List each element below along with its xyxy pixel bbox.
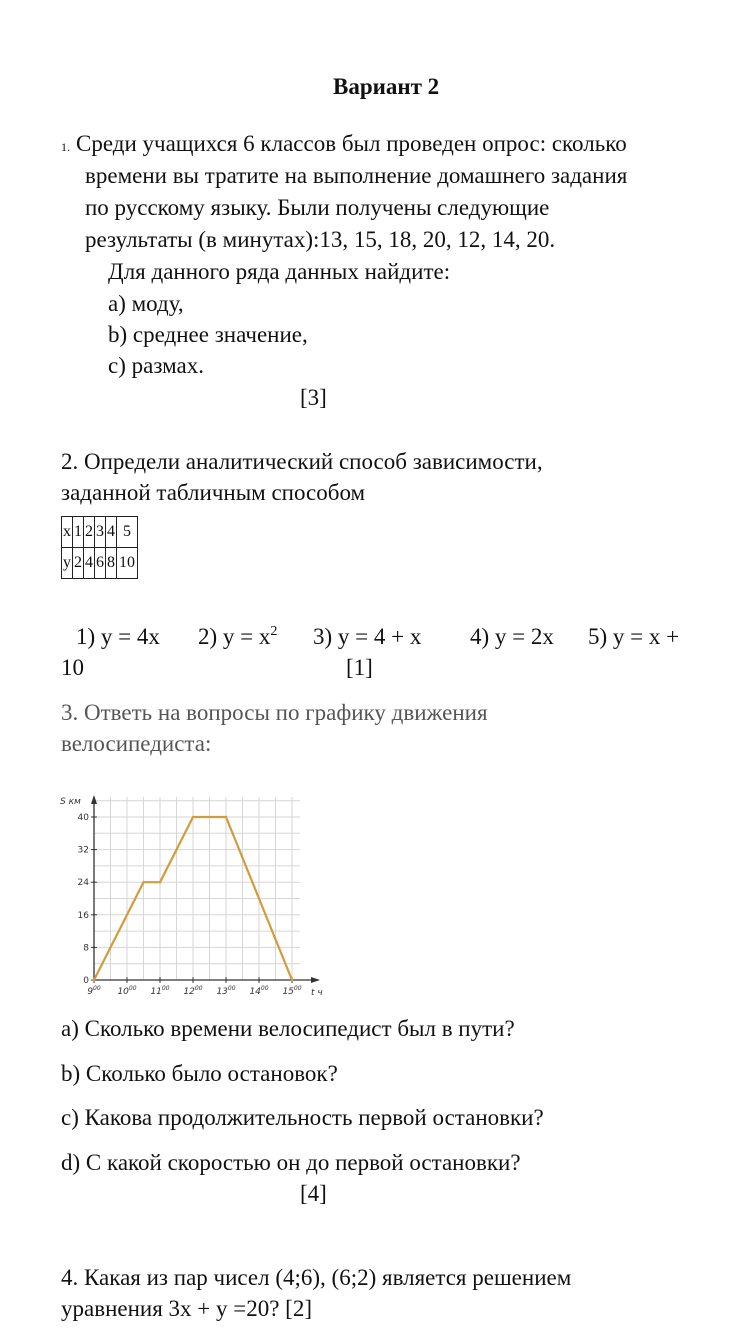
x-tick-label: $14^{00}$ xyxy=(249,985,269,997)
q1-score: [3] xyxy=(300,385,327,410)
data-point xyxy=(225,816,227,818)
y-tick-label: 0 xyxy=(83,976,89,986)
y-axis-arrow xyxy=(91,795,97,804)
q1-line-2: времени вы тратите на выполнение домашнего задания xyxy=(85,163,628,188)
q2-option-3: 3) y = 4 + x xyxy=(313,624,422,649)
q2-option-2-exponent: 2 xyxy=(270,624,278,639)
q2-option-1: 1) y = 4x xyxy=(76,624,160,649)
q2-option-4: 4) y = 2x xyxy=(470,624,554,649)
q3-question-b: b) Сколько было остановок? xyxy=(61,1061,338,1086)
data-point xyxy=(291,979,293,981)
table-cell: 2 xyxy=(73,548,84,579)
q2-option-2-text: 2) y = x xyxy=(198,624,271,649)
x-tick-label: $15^{00}$ xyxy=(282,985,302,997)
q2-score: [1] xyxy=(346,655,373,680)
table-cell: 3 xyxy=(95,517,106,548)
q4-line-2: уравнения 3x + y =20? [2] xyxy=(61,1296,313,1321)
q1-line-3: по русскому языку. Были получены следующие xyxy=(85,195,550,220)
q1-instruction: Для данного ряда данных найдите: xyxy=(108,259,451,284)
page-title: Вариант 2 xyxy=(333,74,440,99)
table-cell: 10 xyxy=(117,548,138,579)
x-tick-label: $12^{00}$ xyxy=(183,985,203,997)
q1-item-a: a) моду, xyxy=(108,291,184,316)
q3-line-2: велосипедиста: xyxy=(61,731,212,756)
q3-score: [4] xyxy=(300,1181,327,1206)
table-cell: 4 xyxy=(84,548,95,579)
q1-item-c: c) размах. xyxy=(108,353,204,378)
q3-question-d: d) С какой скоростью он до первой остановки? xyxy=(61,1150,521,1175)
q2-line-1: 2. Определи аналитический способ зависимости, xyxy=(61,449,543,474)
table-cell: 4 xyxy=(106,517,117,548)
data-point xyxy=(159,881,161,883)
y-axis-label: S км xyxy=(60,797,81,807)
table-header-x: x xyxy=(62,517,73,548)
x-axis-arrow xyxy=(311,977,320,983)
table-cell: 2 xyxy=(84,517,95,548)
table-header-y: y xyxy=(62,548,73,579)
y-tick-label: 24 xyxy=(77,878,89,889)
q3-question-c: c) Какова продолжительность первой остановки? xyxy=(61,1105,544,1130)
x-tick-label: $13^{00}$ xyxy=(216,985,236,997)
data-point xyxy=(142,881,144,883)
y-tick-label: 16 xyxy=(77,910,89,921)
x-tick-label: $9^{00}$ xyxy=(87,985,101,997)
table-cell: 6 xyxy=(95,548,106,579)
q4-line-1: 4. Какая из пар чисел (4;6), (6;2) является решением xyxy=(61,1265,572,1290)
q2-option-5: 5) y = x + xyxy=(588,624,680,649)
table-cell: 1 xyxy=(73,517,84,548)
q1-line-1: Среди учащихся 6 классов был проведен опрос: сколько xyxy=(76,131,627,156)
y-tick-label: 8 xyxy=(83,943,89,954)
x-tick-label: $11^{00}$ xyxy=(150,985,170,997)
q2-option-5-continued: 10 xyxy=(61,655,84,680)
data-point xyxy=(93,979,95,981)
q3-line-1: 3. Ответь на вопросы по графику движения xyxy=(61,700,488,725)
table-cell: 8 xyxy=(106,548,117,579)
x-tick-label: $10^{00}$ xyxy=(117,985,137,997)
x-axis-label: t ч xyxy=(311,988,323,998)
table-cell: 5 xyxy=(117,517,138,548)
q1-item-b: b) среднее значение, xyxy=(108,322,308,347)
q2-line-2: заданной табличным способом xyxy=(61,480,366,505)
q1-number: 1. xyxy=(61,140,70,154)
data-point xyxy=(192,816,194,818)
q1-line-4: результаты (в минутах):13, 15, 18, 20, 12, 14, 20. xyxy=(85,227,556,252)
y-tick-label: 32 xyxy=(77,845,89,856)
q3-question-a: a) Сколько времени велосипедист был в пути? xyxy=(61,1016,515,1041)
y-tick-label: 40 xyxy=(77,813,89,823)
